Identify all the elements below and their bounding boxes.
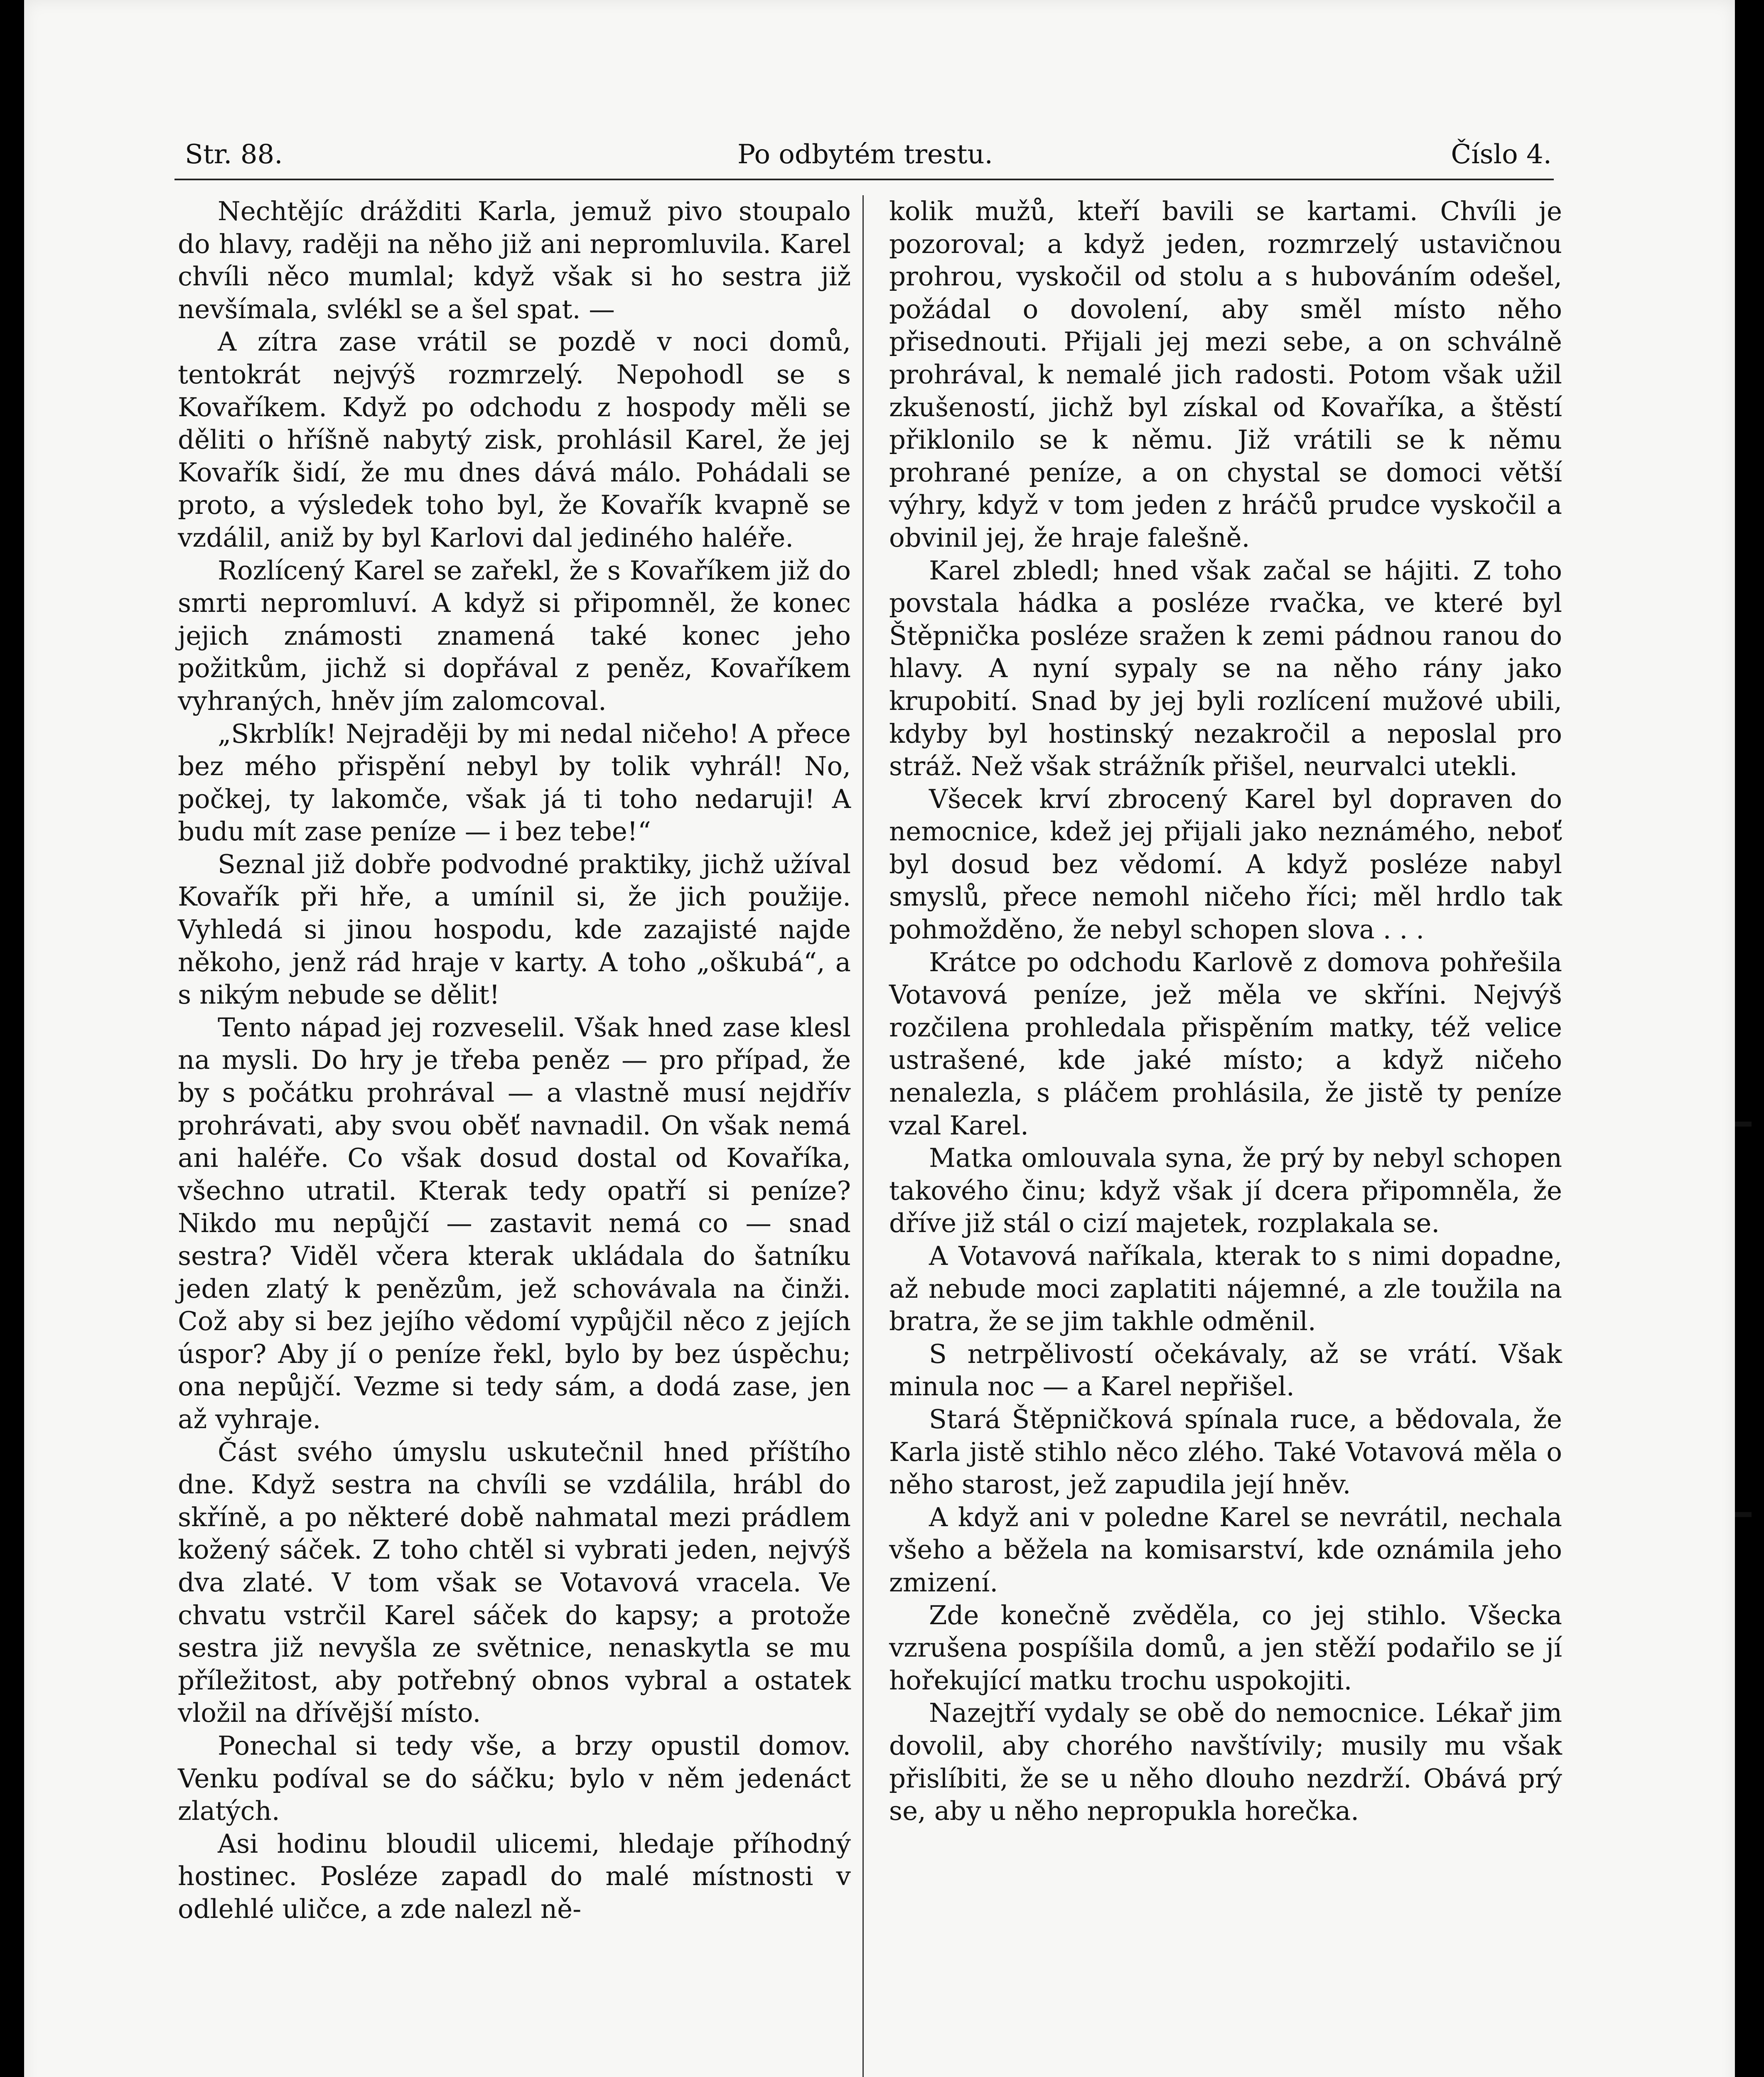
paragraph: Karel zbledl; hned však začal se hájiti. Z toho povstala hádka a posléze rvačka, ve které byl Štěpnička posléze sražen k zemi pádnou ranou do hlavy. A nyní sypaly se na něho rány jako krupobití. Snad by jej byli rozlícení mužové ubili, kdyby byl hostinský nezakročil a neposlal pro stráž. Než však strážník přišel, neurvalci utekli. [889, 555, 1562, 782]
paragraph: Všecek krví zbrocený Karel byl dopraven do nemocnice, kdež jej přijali jako neznámého, neboť byl dosud bez vědomí. A když posléze nabyl smyslů, přece nemohl ničeho říci; měl hrdlo tak pohmožděno, že nebyl schopen slova . . . [889, 783, 1562, 945]
issue-number: Číslo 4. [1451, 139, 1552, 170]
paragraph: „Skrblík! Nejraději by mi nedal ničeho! A přece bez mého přispění nebyl by tolik vyhrál! No, počkej, ty lakomče, však já ti toho nedaruji! A budu mít zase peníze — i bez tebe!“ [178, 718, 851, 847]
paragraph-continued: kolik mužů, kteří bavili se kartami. Chvíli je pozoroval; a když jeden, rozmrzelý ustavičnou prohrou, vyskočil od stolu a s hubováním odešel, požádal o dovolení, aby směl místo něho přisednouti. Přijali jej mezi sebe, a on schválně prohrával, k nemalé jich radosti. Potom však užil zkušeností, jichž byl získal od Kovaříka, a štěstí přiklonilo se k němu. Již vrátili se k němu prohrané peníze, a on chystal se domoci větší výhry, když v tom jeden z hráčů prudce vyskočil a obvinil jej, že hraje falešně. [889, 196, 1562, 553]
paragraph: Matka omlouvala syna, že prý by nebyl schopen takového činu; když však jí dcera připomněla, že dříve již stál o cizí majetek, rozplakala se. [889, 1143, 1562, 1239]
paragraph: Nechtějíc drážditi Karla, jemuž pivo stoupalo do hlavy, raději na něho již ani nepromluvila. Karel chvíli něco mumlal; když však si ho sestra již nevšímala, svlékl se a šel spat. — [178, 196, 851, 324]
scan-edge-mark [1735, 1122, 1752, 1127]
paragraph: Zde konečně zvěděla, co jej stihlo. Všecka vzrušena pospíšila domů, a jen stěží podařilo se jí hořekující matku trochu uspokojiti. [889, 1600, 1562, 1696]
paragraph: Část svého úmyslu uskutečnil hned příštího dne. Když sestra na chvíli se vzdálila, hrábl do skříně, a po některé době nahmatal mezi prádlem kožený sáček. Z toho chtěl si vybrati jeden, nejvýš dva zlaté. V tom však se Votavová vracela. Ve chvatu vstrčil Karel sáček do kapsy; a protože sestra již nevyšla ze světnice, nenaskytla se mu příležitost, aby potřebný obnos vybral a ostatek vložil na dřívější místo. [178, 1436, 851, 1728]
paragraph: A Votavová naříkala, kterak to s nimi dopadne, až nebude moci zaplatiti nájemné, a zle toužila na bratra, že se jim takhle odměnil. [889, 1241, 1562, 1337]
scan-edge-mark [1735, 1512, 1752, 1517]
paragraph: Nazejtří vydaly se obě do nemocnice. Lékař jim dovolil, aby chorého navštívily; musily mu však přislíbiti, že se u něho dlouho nezdrží. Obává prý se, aby u něho nepropukla horečka. [889, 1698, 1562, 1827]
running-title: Po odbytém trestu. [737, 139, 993, 170]
left-column [178, 195, 851, 1925]
header-rule [174, 179, 1554, 180]
paragraph: Seznal již dobře podvodné praktiky, jichž užíval Kovařík při hře, a umínil si, že jich použije. Vyhledá si jinou hospodu, kde zazajisté najde někoho, jenž rád hraje v karty. A toho „oškubá“, a s nikým nebude se dělit! [178, 849, 851, 1010]
paragraph: Stará Štěpničková spínala ruce, a bědovala, že Karla jistě stihlo něco zlého. Také Votavová měla o něho starost, jež zapudila její hněv. [889, 1404, 1562, 1500]
page-number: Str. 88. [185, 139, 283, 170]
paragraph: A když ani v poledne Karel se nevrátil, nechala všeho a běžela na komisarství, kde oznámila jeho zmizení. [889, 1502, 1562, 1598]
paragraph: Rozlícený Karel se zařekl, že s Kovaříkem již do smrti nepromluví. A když si připomněl, že konec jejich známosti znamená také konec jeho požitkům, jichž si dopřával z peněz, Kovaříkem vyhraných, hněv jím zalomcoval. [178, 555, 851, 716]
paragraph: Ponechal si tedy vše, a brzy opustil domov. Venku podíval se do sáčku; bylo v něm jedenáct zlatých. [178, 1730, 851, 1827]
paragraph: S netrpělivostí očekávaly, až se vrátí. Však minula noc — a Karel nepřišel. [889, 1338, 1562, 1402]
paragraph: Tento nápad jej rozveselil. Však hned zase klesl na mysli. Do hry je třeba peněz — pro případ, že by s počátku prohrával — a vlastně musí nejdřív prohrávati, aby svou oběť navnadil. On však nemá ani haléře. Co však dosud dostal od Kovaříka, všechno utratil. Kterak tedy opatří si peníze? Nikdo mu nepůjčí — zastavit nemá co — snad sestra? Viděl včera kterak ukládala do šatníku jeden zlatý k penězům, jež schovávala na činži. Což aby si bez jejího vědomí vypůjčil něco z jejích úspor? Aby jí o peníze řekl, bylo by bez úspěchu; ona nepůjčí. Vezme si tedy sám, a dodá zase, jen až vyhraje. [178, 1012, 851, 1434]
column-divider [862, 195, 864, 2077]
running-header [185, 135, 1552, 185]
paragraph: Krátce po odchodu Karlově z domova pohřešila Votavová peníze, jež měla ve skříni. Nejvýš rozčilena prohledala přispěním matky, též velice ustrašené, kde jaké místo; a když ničeho nenalezla, s pláčem prohlásila, že jistě ty peníze vzal Karel. [889, 947, 1562, 1141]
paragraph: Asi hodinu bloudil ulicemi, hledaje příhodný hostinec. Posléze zapadl do malé místnosti v odlehlé uličce, a zde nalezl ně- [178, 1828, 851, 1924]
paragraph: A zítra zase vrátil se pozdě v noci domů, tentokrát nejvýš rozmrzelý. Nepohodl se s Kovaříkem. Když po odchodu z hospody měli se děliti o hříšně nabytý zisk, prohlásil Karel, že jej Kovařík šidí, že mu dnes dává málo. Pohádali se proto, a výsledek toho byl, že Kovařík kvapně se vzdálil, aniž by byl Karlovi dal jediného haléře. [178, 327, 851, 553]
right-column [889, 195, 1562, 1828]
